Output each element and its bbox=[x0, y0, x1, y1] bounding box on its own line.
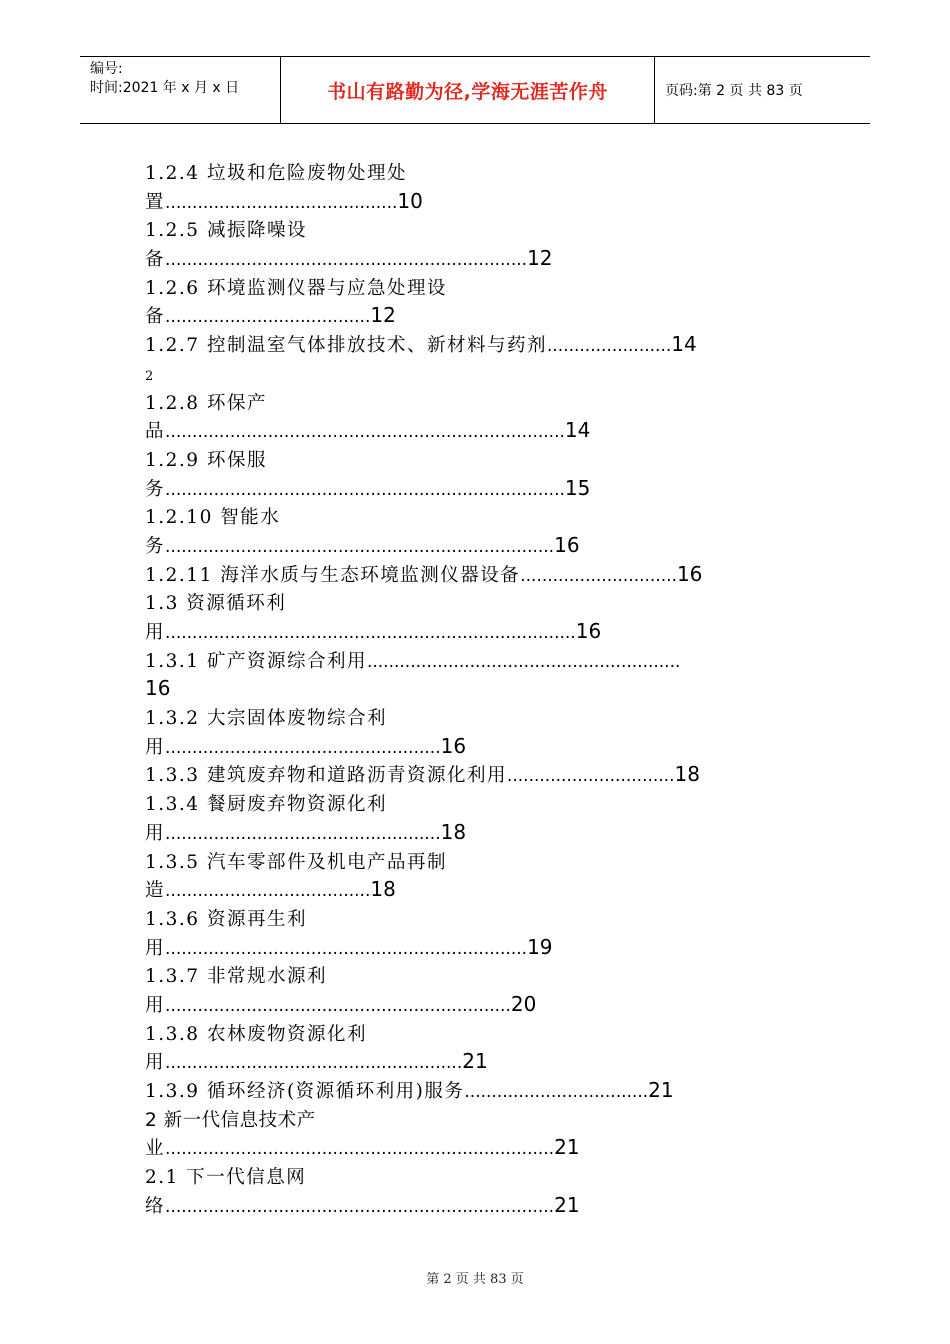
toc-entry-text: 用 bbox=[145, 622, 166, 643]
toc-line bbox=[145, 617, 825, 646]
toc-entry-text: 1.3.7 非常规水源利 bbox=[145, 966, 327, 988]
toc-line bbox=[145, 244, 825, 273]
toc-entry-text: 置 bbox=[145, 191, 166, 213]
toc-line bbox=[145, 301, 825, 330]
toc-entry-text: 1.2.5 减振降噪设 bbox=[145, 220, 307, 242]
toc-line bbox=[145, 416, 825, 445]
toc-page-number: 16 bbox=[575, 619, 602, 643]
header-motto: 书山有路勤为径,学海无涯苦作舟 bbox=[281, 57, 655, 123]
toc-leader: ................................................... bbox=[165, 823, 441, 844]
toc-line bbox=[145, 875, 825, 904]
toc-page-number: 12 bbox=[527, 246, 553, 271]
toc-entry-text: 1.2.9 环保服 bbox=[145, 449, 267, 471]
toc-leader: ....................................................... bbox=[165, 1053, 463, 1074]
header-meta bbox=[80, 57, 281, 123]
toc-line bbox=[145, 588, 825, 617]
toc-entry-text: 1.2.11 海洋水质与生态环境监测仪器设备 bbox=[145, 564, 521, 586]
toc-entry-text: 1.3 资源循环利 bbox=[145, 593, 287, 615]
toc-entry-text: 品 bbox=[145, 421, 166, 443]
toc-line bbox=[145, 933, 825, 962]
toc-entry-text: 造 bbox=[145, 880, 166, 902]
toc-line bbox=[145, 1047, 825, 1076]
toc-entry-text: 用 bbox=[145, 937, 166, 959]
toc-leader: ........................................................................ bbox=[165, 1139, 555, 1160]
toc-leader: ...................................... bbox=[165, 307, 371, 328]
toc-entry-text: 1.3.5 汽车零部件及机电产品再制 bbox=[145, 851, 447, 873]
toc-entry-text: 备 bbox=[145, 306, 166, 328]
toc-line bbox=[145, 1191, 825, 1220]
toc-leader: .......................................................................... bbox=[165, 479, 565, 500]
toc-line bbox=[145, 646, 825, 675]
toc-entry-text: 2 新一代信息技术产 bbox=[145, 1109, 316, 1131]
toc-page-number: 21 bbox=[554, 1192, 580, 1217]
toc-entry-text: 2.1 下一代信息网 bbox=[145, 1167, 307, 1189]
toc-page-number: 19 bbox=[527, 934, 553, 959]
toc-line bbox=[145, 1019, 825, 1048]
toc-entry-text: 务 bbox=[145, 535, 166, 557]
toc-line bbox=[145, 502, 825, 531]
toc-entry-text: 1.3.2 大宗固体废物综合利 bbox=[145, 708, 387, 730]
toc-leader: ................................................... bbox=[165, 737, 441, 758]
toc-entry-text: 1.3.1 矿产资源综合利用 bbox=[145, 650, 367, 672]
header-page-info: 页码:第 2 页 共 83 页 bbox=[665, 83, 803, 99]
toc-entry-text: 1.3.8 农林废物资源化利 bbox=[145, 1023, 367, 1045]
toc-leader: .......................................................... bbox=[366, 651, 681, 672]
number-label: 编号: bbox=[90, 61, 123, 77]
toc-entry-text: 用 bbox=[145, 994, 166, 1016]
toc-line bbox=[145, 961, 825, 990]
toc-page-number: 18 bbox=[674, 762, 700, 787]
toc-page-number: 20 bbox=[510, 991, 537, 1016]
toc-line bbox=[145, 359, 825, 388]
toc-entry-text: 业 bbox=[145, 1138, 166, 1160]
toc-page-number: 10 bbox=[397, 188, 423, 213]
toc-page-number: 21 bbox=[554, 1135, 580, 1160]
toc-page-number: 14 bbox=[564, 418, 591, 443]
toc-entry-text: 用 bbox=[145, 736, 166, 758]
toc-page-number: 18 bbox=[370, 877, 396, 902]
toc-entry-text: 1.3.4 餐厨废弃物资源化利 bbox=[145, 794, 387, 816]
toc-leader: .................................. bbox=[464, 1082, 649, 1102]
toc-page-number: 21 bbox=[648, 1078, 674, 1102]
toc-page-number: 16 bbox=[440, 733, 467, 758]
toc-entry-text: 1.2.8 环保产 bbox=[145, 392, 267, 414]
toc-page-number: 16 bbox=[554, 532, 580, 557]
time-label: 时间:2021 年 x 月 x 日 bbox=[90, 80, 240, 96]
toc-line bbox=[145, 1076, 825, 1105]
toc-line bbox=[145, 388, 825, 417]
toc-entry-text: 用 bbox=[145, 822, 166, 844]
toc-leader: ........................................... bbox=[165, 192, 398, 213]
toc-page-number: 16 bbox=[145, 676, 171, 701]
toc-page-number: 15 bbox=[564, 475, 591, 500]
toc-line bbox=[145, 703, 825, 732]
toc-leader: ............................... bbox=[506, 766, 675, 787]
toc-line bbox=[145, 1105, 825, 1134]
toc-leader: ........................................................................ bbox=[165, 536, 555, 557]
toc-line bbox=[145, 215, 825, 244]
toc-entry-text: 1.3.6 资源再生利 bbox=[145, 908, 307, 930]
toc-line bbox=[145, 674, 825, 703]
page-header bbox=[80, 56, 870, 124]
toc-leader: ................................................................... bbox=[165, 250, 528, 271]
toc-line bbox=[145, 818, 825, 847]
toc-entry-text: 1.2.10 智能水 bbox=[145, 507, 281, 529]
toc-entry-text: 1.3.9 循环经济(资源循环利用)服务 bbox=[145, 1081, 465, 1102]
toc-line bbox=[145, 1133, 825, 1162]
toc-leader: ............................. bbox=[520, 565, 677, 586]
toc-page-number: 12 bbox=[370, 303, 396, 328]
toc-line bbox=[145, 847, 825, 876]
toc-leader: ............................................................................ bbox=[165, 623, 576, 643]
toc-page-number: 14 bbox=[671, 332, 697, 357]
toc-line bbox=[145, 1162, 825, 1191]
toc-page-number: 16 bbox=[676, 561, 703, 586]
toc-line bbox=[145, 158, 825, 187]
toc-line bbox=[145, 904, 825, 933]
toc-entry-text: 用 bbox=[145, 1052, 166, 1074]
toc-leader: ........................................................................ bbox=[165, 1196, 555, 1217]
page-footer: 第 2 页 共 83 页 bbox=[426, 1272, 524, 1287]
toc-leader: .......................................................................... bbox=[165, 422, 565, 443]
toc-line bbox=[145, 990, 825, 1019]
toc-entry-text: 1.2.7 控制温室气体排放技术、新材料与药剂 bbox=[145, 335, 547, 357]
toc-entry-text: 1.2.4 垃圾和危险废物处理处 bbox=[145, 163, 407, 184]
toc-line bbox=[145, 760, 825, 789]
toc-entry-text: 务 bbox=[145, 478, 166, 500]
toc-line bbox=[145, 445, 825, 474]
toc-line bbox=[145, 531, 825, 560]
toc-leader: ................................................................... bbox=[165, 938, 528, 959]
toc-line bbox=[145, 560, 825, 589]
toc-entry-text: 备 bbox=[145, 249, 166, 271]
toc-entry-text: 1.2.6 环境监测仪器与应急处理设 bbox=[145, 277, 447, 299]
toc-page-number: 21 bbox=[462, 1049, 488, 1074]
toc-line bbox=[145, 474, 825, 503]
toc-entry-text: 2 bbox=[145, 368, 155, 384]
table-of-contents bbox=[145, 158, 825, 1219]
toc-line bbox=[145, 330, 825, 359]
toc-line bbox=[145, 187, 825, 216]
toc-leader: ...................................... bbox=[165, 881, 371, 902]
toc-page-number: 18 bbox=[440, 819, 467, 844]
toc-entry-text: 络 bbox=[145, 1195, 166, 1217]
toc-line bbox=[145, 789, 825, 818]
toc-line bbox=[145, 732, 825, 761]
toc-line bbox=[145, 273, 825, 302]
toc-entry-text: 1.3.3 建筑废弃物和道路沥青资源化利用 bbox=[145, 765, 507, 787]
toc-leader: ....................... bbox=[546, 336, 672, 357]
toc-leader: ................................................................ bbox=[165, 995, 511, 1016]
